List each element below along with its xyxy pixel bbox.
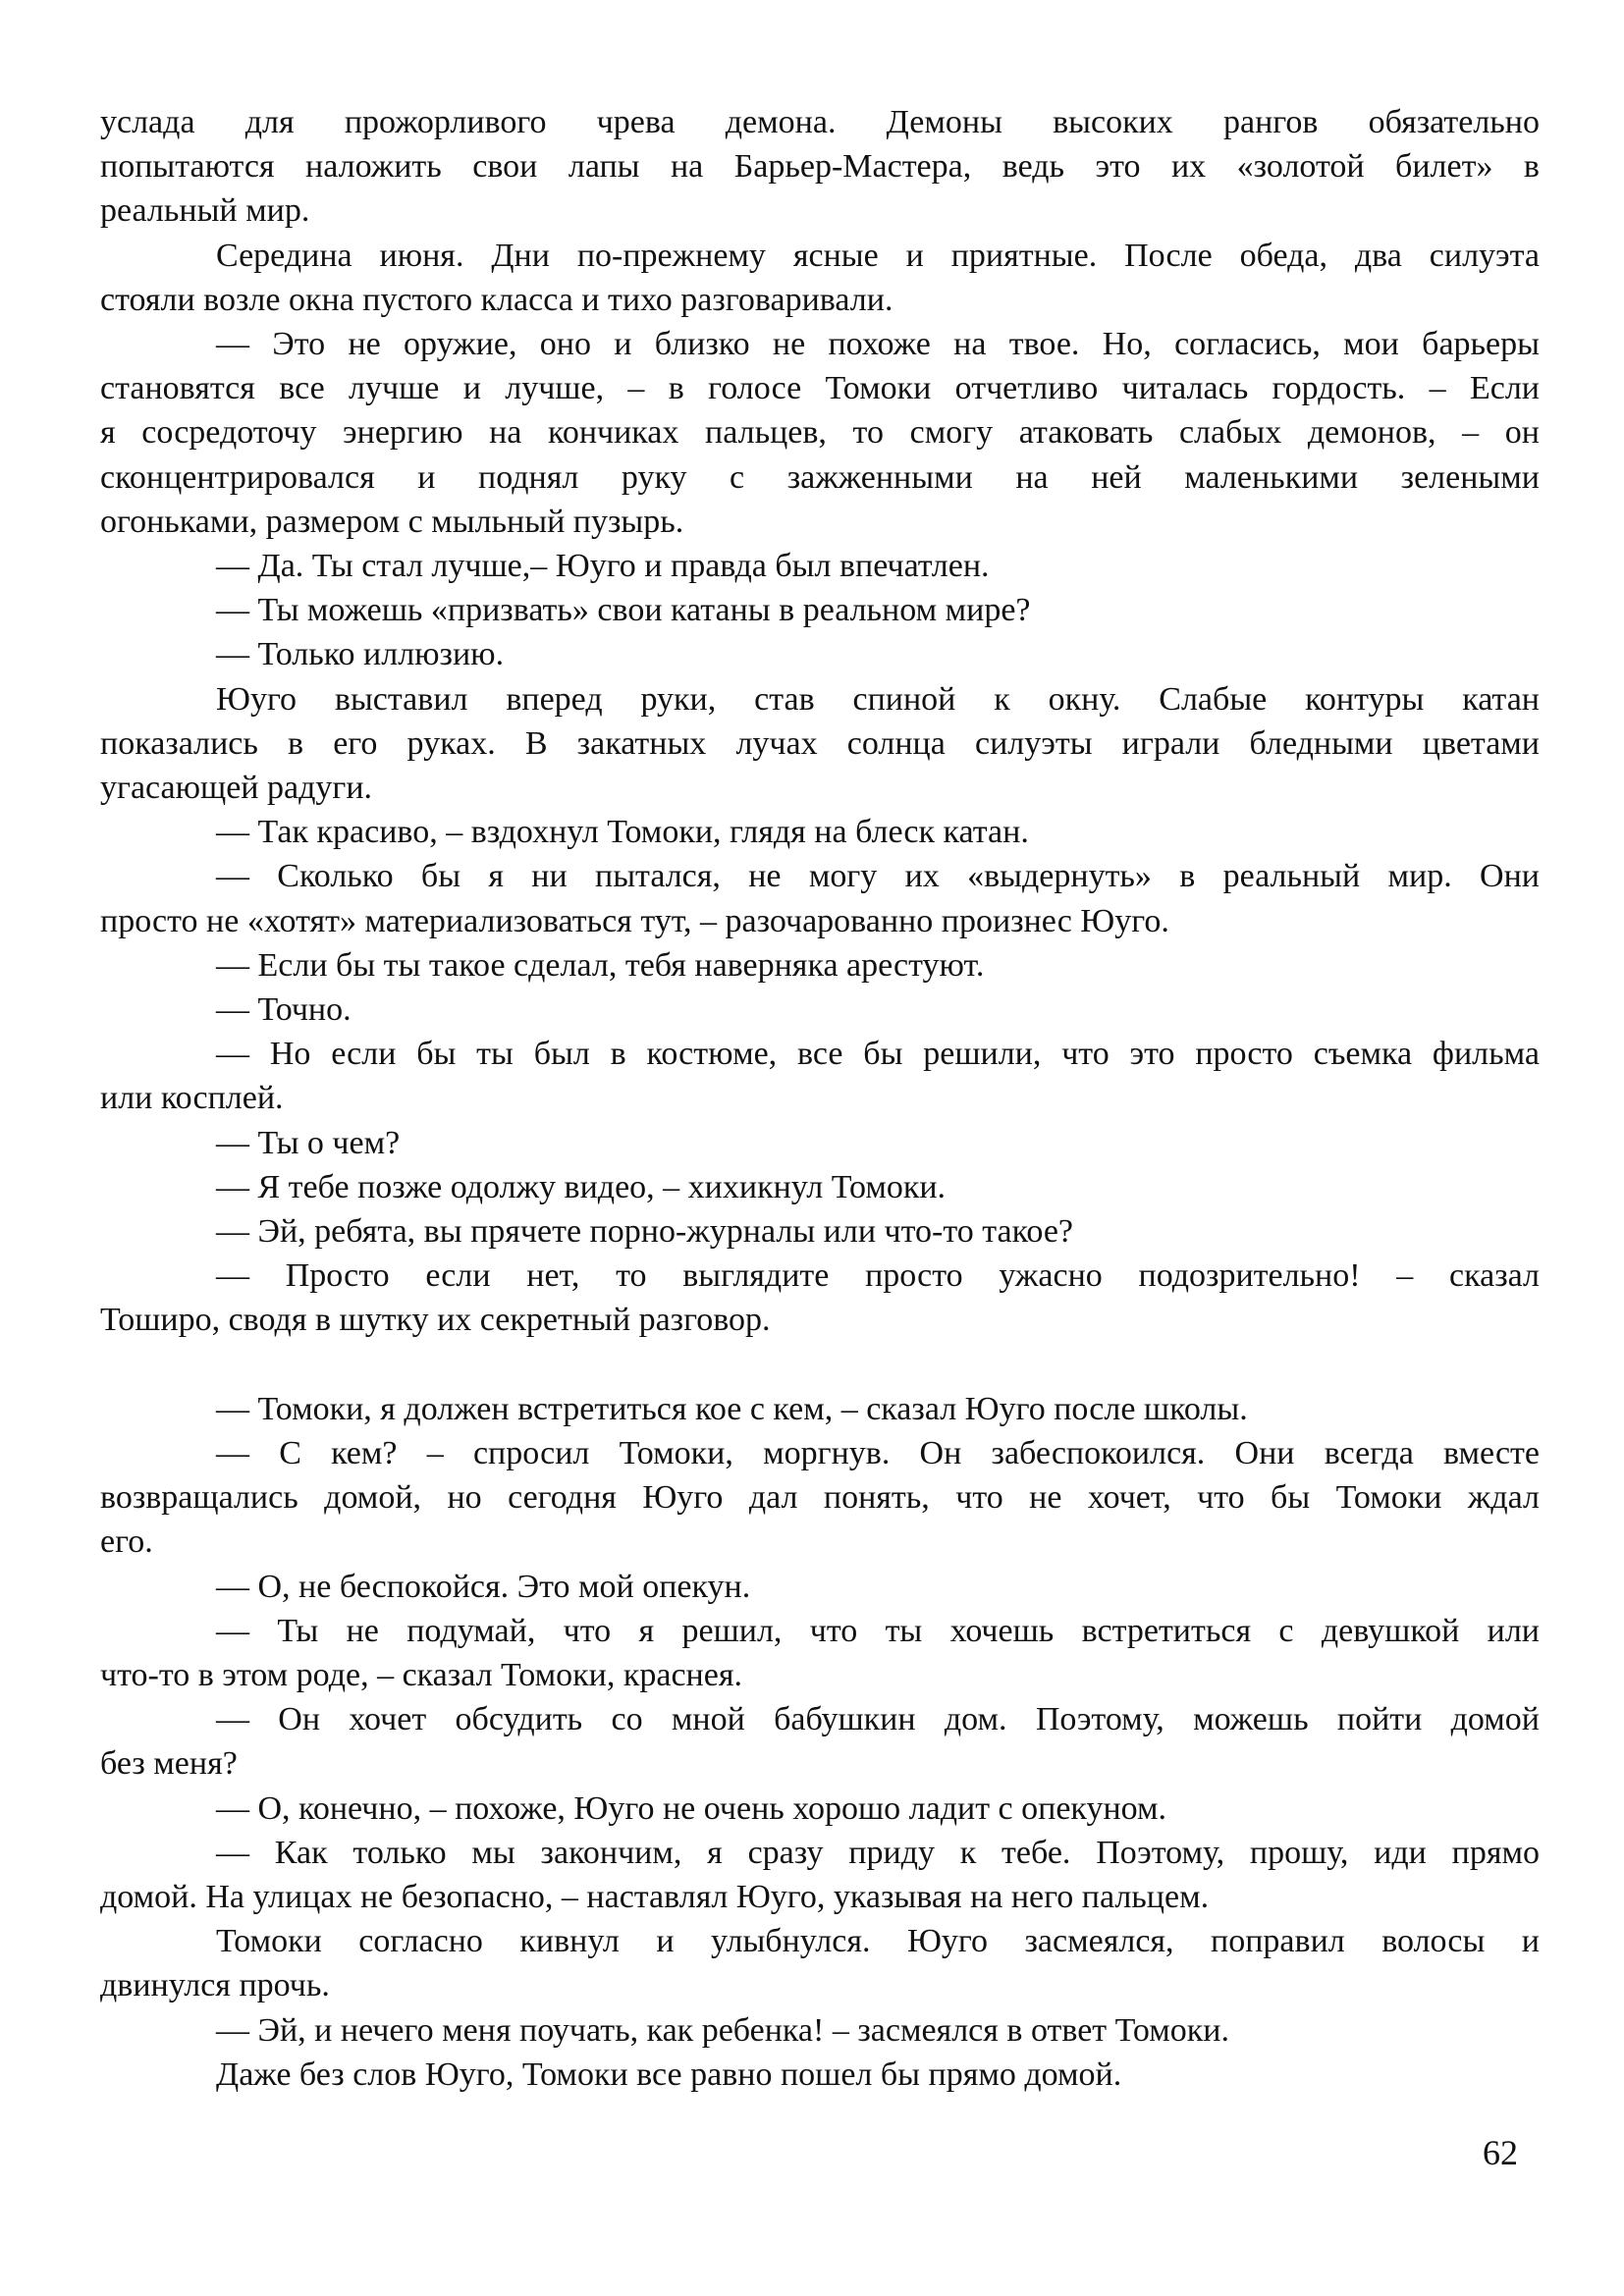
paragraph: [100, 1387, 1540, 1431]
text-line: двинулся прочь.: [100, 1967, 330, 2004]
text-line: — О, не беспокойся. Это мой опекун.: [216, 1568, 751, 1605]
text-line: — Эй, ребята, вы прячете порно-журналы или что-то такое?: [216, 1213, 1074, 1251]
text-line: — Да. Ты стал лучше,– Юуго и правда был впечатлен.: [216, 548, 990, 585]
text-line: услада для прожорливого чрева демона. Демоны высоких рангов обязательно: [100, 104, 1540, 140]
page-number: 62: [1483, 2133, 1518, 2172]
paragraph: [100, 1209, 1540, 1254]
document-body: [100, 100, 1540, 2097]
text-line: — Я тебе позже одолжу видео, – хихикнул Томоки.: [216, 1168, 947, 1205]
paragraph: [100, 810, 1540, 854]
text-line: — Ты не подумай, что я решил, что ты хочешь встретиться с девушкой или: [216, 1612, 1540, 1649]
text-line: реальный мир.: [100, 192, 310, 230]
text-line: сконцентрировался и поднял руку с зажженными на ней маленькими зелеными: [100, 458, 1540, 496]
text-line: — Как только мы закончим, я сразу приду к тебе. Поэтому, прошу, иди прямо: [216, 1834, 1540, 1871]
text-line: домой. На улицах не безопасно, – наставлял Юуго, указывая на него пальцем.: [100, 1878, 1210, 1915]
paragraph: [100, 588, 1540, 632]
paragraph: [100, 1697, 1540, 1786]
paragraph: [100, 854, 1540, 942]
section-break: [100, 1343, 1540, 1387]
text-line: Середина июня. Дни по-прежнему ясные и приятные. После обеда, два силуэта: [216, 237, 1540, 274]
text-line: Томоки согласно кивнул и улыбнулся. Юуго засмеялся, поправил волосы и: [216, 1923, 1540, 1960]
text-line: возвращались домой, но сегодня Юуго дал понять, что не хочет, что бы Томоки ждал: [100, 1479, 1540, 1517]
text-line: что-то в этом роде, – сказал Томоки, краснея.: [100, 1656, 742, 1693]
text-line: Тоширо, сводя в шутку их секретный разговор.: [100, 1302, 771, 1339]
paragraph: [100, 100, 1540, 234]
text-line: — Ты можешь «призвать» свои катаны в реальном мире?: [216, 592, 1031, 629]
text-line: — Он хочет обсудить со мной бабушкин дом. Поэтому, можешь пойти домой: [216, 1701, 1540, 1738]
paragraph: [100, 1032, 1540, 1120]
text-line: без меня?: [100, 1745, 238, 1783]
text-line: показались в его руках. В закатных лучах солнца силуэты играли бледными цветами: [100, 724, 1540, 762]
text-line: — О, конечно, – похоже, Юуго не очень хорошо ладит с опекуном.: [216, 1789, 1167, 1827]
text-line: я сосредоточу энергию на кончиках пальцев, то смогу атаковать слабых демонов, – он: [100, 414, 1540, 452]
paragraph: [100, 1165, 1540, 1209]
text-line: — Томоки, я должен встретиться кое с кем, – сказал Юуго после школы.: [216, 1390, 1248, 1427]
text-line: Юуго выставил вперед руки, став спиной к окну. Слабые контуры катан: [216, 680, 1540, 718]
text-line: — Просто если нет, то выглядите просто ужасно подозрительно! – сказал: [216, 1257, 1540, 1295]
paragraph: [100, 1121, 1540, 1165]
text-line: — Но если бы ты был в костюме, все бы решили, что это просто съемка фильма: [216, 1036, 1540, 1073]
paragraph: [100, 234, 1540, 322]
text-line: угасающей радуги.: [100, 770, 373, 807]
text-line: — С кем? – спросил Томоки, моргнув. Он забеспокоился. Они всегда вместе: [216, 1434, 1540, 1471]
paragraph: [100, 943, 1540, 988]
text-line: или косплей.: [100, 1080, 284, 1117]
paragraph: [100, 1919, 1540, 2007]
text-line: его.: [100, 1523, 153, 1561]
paragraph: [100, 1787, 1540, 1831]
paragraph: [100, 1609, 1540, 1697]
text-line: — Это не оружие, оно и близко не похоже на твое. Но, согласись, мои барьеры: [216, 326, 1540, 363]
text-line: — Ты о чем?: [216, 1124, 401, 1161]
text-line: просто не «хотят» материализоваться тут, – разочарованно произнес Юуго.: [100, 902, 1169, 939]
text-line: — Сколько бы я ни пытался, не могу их «выдернуть» в реальный мир. Они: [216, 858, 1540, 895]
paragraph: [100, 632, 1540, 676]
text-line: — Эй, и нечего меня поучать, как ребенка! – засмеялся в ответ Томоки.: [216, 2011, 1229, 2049]
text-line: — Точно.: [216, 991, 352, 1029]
paragraph: [100, 544, 1540, 588]
text-line: попытаются наложить свои лапы на Барьер-Мастера, ведь это их «золотой билет» в: [100, 148, 1540, 186]
text-line: огоньками, размером с мыльный пузырь.: [100, 503, 684, 540]
paragraph: [100, 2053, 1540, 2097]
paragraph: [100, 677, 1540, 811]
paragraph: [100, 2008, 1540, 2053]
paragraph: [100, 1254, 1540, 1342]
paragraph: [100, 322, 1540, 544]
text-line: стояли возле окна пустого класса и тихо разговаривали.: [100, 281, 893, 318]
paragraph: [100, 1431, 1540, 1565]
text-line: — Только иллюзию.: [216, 636, 505, 673]
text-line: Даже без слов Юуго, Томоки все равно пошел бы прямо домой.: [216, 2056, 1122, 2093]
paragraph: [100, 988, 1540, 1032]
paragraph: [100, 1565, 1540, 1609]
text-line: — Если бы ты такое сделал, тебя наверняка арестуют.: [216, 946, 985, 984]
text-line: становятся все лучше и лучше, – в голосе Томоки отчетливо читалась гордость. – Если: [100, 370, 1540, 407]
paragraph: [100, 1831, 1540, 1919]
text-line: — Так красиво, – вздохнул Томоки, глядя на блеск катан.: [216, 814, 1029, 851]
